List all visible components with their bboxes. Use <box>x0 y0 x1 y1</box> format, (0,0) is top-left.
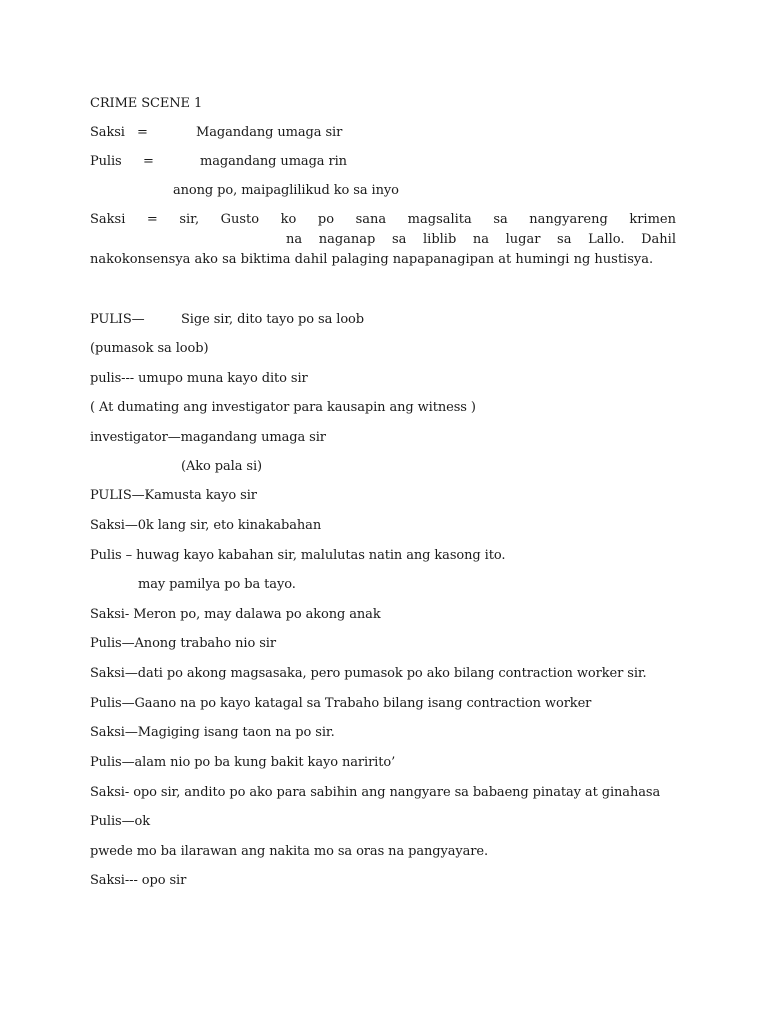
dialogue-line: Saksi—0k lang sir, eto kinakabahan <box>90 518 322 533</box>
statement-na: na <box>286 232 303 247</box>
dialogue-line: pwede mo ba ilarawan ang nakita mo sa oras na pangyayare. <box>90 844 489 859</box>
speaker-label: Saksi <box>90 125 125 140</box>
dialogue-line: Pulis—alam nio po ba kung bakit kayo naririto’ <box>90 755 396 770</box>
dialogue-line: pulis--- umupo muna kayo dito sir <box>90 371 308 386</box>
stage-direction: ( At dumating ang investigator para kausapin ang witness ) <box>90 400 476 415</box>
speaker-label: Pulis <box>90 154 122 169</box>
dialogue-line: PULIS—Kamusta kayo sir <box>90 488 257 503</box>
dialogue-line: may pamilya po ba tayo. <box>138 577 296 592</box>
dialogue-text: Magandang umaga sir <box>196 125 343 140</box>
statement-rest: naganap sa liblib na lugar sa Lallo. Dahil nakokonsensya ako sa biktima dahil palaging napapanagipan at humingi ng hustisya. <box>90 232 676 267</box>
dialogue-line: investigator—magandang umaga sir <box>90 430 326 445</box>
dialogue-line: Saksi—Magiging isang taon na po sir. <box>90 725 335 740</box>
equals-sign: = <box>137 125 148 140</box>
document-title: CRIME SCENE 1 <box>90 96 203 111</box>
equals-sign: = <box>143 154 154 169</box>
dialogue-line: Saksi--- opo sir <box>90 873 187 888</box>
opening-line-saksi <box>90 124 490 141</box>
opening-continuation: anong po, maipaglilikud ko sa inyo <box>173 183 399 198</box>
statement-first: Saksi = sir, Gusto ko po sana magsalita sa nangyareng krimen <box>90 212 676 227</box>
dialogue-line: Saksi- Meron po, may dalawa po akong anak <box>90 607 381 622</box>
dialogue-line: Pulis—Anong trabaho nio sir <box>90 636 276 651</box>
dialogue-line: Pulis—Gaano na po kayo katagal sa Trabaho bilang isang contraction worker <box>90 696 592 711</box>
dialogue-text: Sige sir, dito tayo po sa loob <box>181 312 364 327</box>
speaker-label: PULIS— <box>90 312 145 327</box>
dialogue-line: Saksi—dati po akong magsasaka, pero pumasok po ako bilang contraction worker sir. <box>90 666 647 681</box>
dialogue-line: Saksi- opo sir, andito po ako para sabihin ang nangyare sa babaeng pinatay at ginahasa <box>90 785 661 800</box>
statement-paragraph <box>90 210 676 270</box>
dialogue-line: Pulis—ok <box>90 814 151 829</box>
opening-line-pulis <box>90 153 490 170</box>
dialogue-text: magandang umaga rin <box>200 154 347 169</box>
dialogue-line: (Ako pala si) <box>181 459 263 474</box>
dialogue-line: (pumasok sa loob) <box>90 341 209 356</box>
pulis-line <box>90 311 490 328</box>
dialogue-line: Pulis – huwag kayo kabahan sir, malulutas natin ang kasong ito. <box>90 548 506 563</box>
